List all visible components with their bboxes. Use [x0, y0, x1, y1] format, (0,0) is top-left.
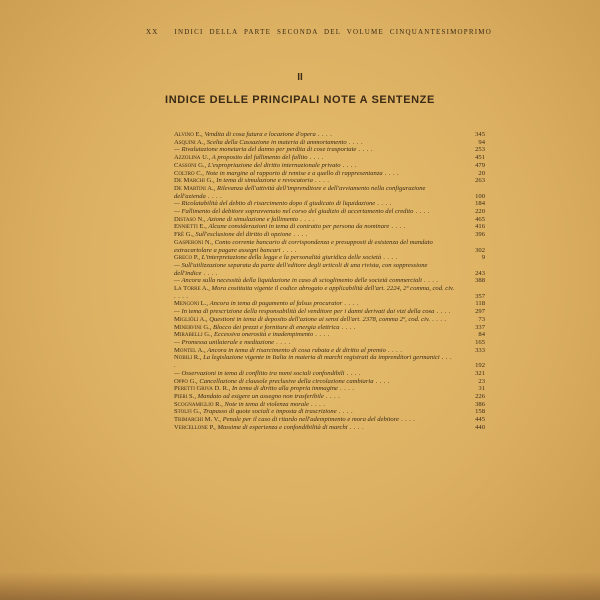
entry-text: [174, 200, 456, 208]
entry-page-number: 396: [475, 231, 485, 239]
leader-dots: . . . .: [430, 315, 447, 323]
entry-title: L'espropriazione del diritto internazionale privato: [207, 161, 341, 169]
entry-page-number: 337: [475, 323, 485, 331]
entry-author: Distaso N.,: [174, 215, 206, 223]
entry-author: Pieri S.,: [174, 392, 196, 400]
index-entry: [174, 323, 485, 332]
entry-title: Massime di esperienza e confondibilità di marchi: [217, 423, 348, 431]
entry-page-number: 226: [475, 392, 485, 400]
entry-text: [174, 401, 456, 409]
index-entry: [174, 254, 485, 262]
index-entry: [174, 161, 485, 170]
leader-dots: . . . .: [307, 154, 324, 162]
entry-page-number: 9: [481, 254, 485, 262]
entry-author: Nobili R.,: [174, 354, 202, 362]
entry-title: Alcune considerazioni in tema di contratto per persona da nominare: [208, 223, 390, 231]
leader-dots: . . . .: [373, 377, 390, 385]
index-entry: [174, 261, 485, 277]
entry-text: [174, 347, 456, 355]
entry-text: [174, 378, 456, 386]
entry-author: Greco P.,: [174, 254, 200, 262]
entry-page-number: 23: [478, 377, 485, 385]
leader-dots: . . . .: [398, 416, 416, 424]
index-entry: [174, 154, 485, 162]
entry-text: [174, 308, 456, 316]
entry-page-number: 302: [475, 246, 485, 254]
entry-author: Montel A.,: [174, 346, 206, 354]
entry-title: Conto corrente bancario di corrispondenza e presupposti di esistenza del mandato extracartolare a pagare assegni bancari: [174, 238, 433, 254]
entry-title: — Promessa unilaterale e mediazione: [174, 338, 275, 346]
entry-text: [174, 339, 456, 347]
entry-title: A proposito del fallimento del fallito: [211, 154, 308, 162]
entry-text: [174, 131, 456, 139]
index-entry: [174, 369, 485, 378]
entry-page-number: 479: [475, 161, 485, 169]
leader-dots: . . . .: [381, 254, 398, 262]
entry-author: La Torre A.,: [174, 285, 210, 293]
leader-dots: . . . .: [315, 131, 333, 138]
entry-text: [174, 216, 456, 224]
entry-title: — Ricolatabilità del debito di risarcimento dopo il giudicato di liquidazione: [174, 200, 376, 208]
entry-author: Oppo G.,: [174, 377, 198, 385]
leader-dots: . . . .: [280, 246, 297, 254]
entry-title: Azione di simulazione e fallimento: [207, 215, 299, 223]
index-entry: [174, 408, 485, 416]
leader-dots: . . . .: [434, 308, 451, 316]
entry-title: Eccessiva onerosità e inadempimento: [214, 331, 314, 339]
entry-text: [174, 231, 456, 239]
entry-text: [174, 254, 456, 262]
entry-text: [174, 170, 456, 178]
entry-author: Scognamiglio R.,: [174, 400, 223, 408]
entry-author: Azzolina U.,: [174, 154, 211, 162]
entry-author: Cassoni G.,: [174, 161, 207, 169]
index-entry: [174, 392, 485, 401]
entry-title: — Ancora sulla necessità della liquidazione in caso di scioglimento delle società commerciali: [174, 277, 422, 285]
leader-dots: . . . .: [389, 223, 406, 231]
entry-text: [174, 285, 456, 300]
entry-page-number: 386: [475, 400, 485, 408]
leader-dots: . . . .: [174, 292, 189, 300]
entry-title: Note in margine al rapporto di remise e a quello di rappresentanza: [205, 169, 383, 177]
entry-author: Mirabelli G.,: [174, 331, 213, 339]
leader-dots: . . . .: [346, 138, 364, 146]
entry-text: [174, 223, 456, 231]
entry-author: Vercellone P.,: [174, 423, 216, 431]
entry-text: [174, 154, 456, 162]
leader-dots: . . . .: [274, 338, 291, 346]
index-entry: [174, 200, 485, 208]
index-entry: [174, 385, 485, 393]
entry-page-number: 73: [478, 315, 485, 323]
entry-title: In tema di diritto alla propria immagine: [231, 385, 338, 393]
entry-text: [174, 424, 456, 432]
entry-title: — Osservazioni in tema di conflitto tra nomi sociali confondibili: [174, 369, 345, 377]
entry-text: [174, 300, 456, 308]
leader-dots: . . . .: [342, 300, 359, 308]
entry-page-number: 388: [475, 277, 485, 285]
entry-text: [174, 324, 456, 332]
entry-page-number: 253: [475, 146, 485, 154]
index-entry: [174, 377, 485, 386]
index-entry: [174, 300, 485, 308]
leader-dots: . . . .: [298, 215, 315, 223]
entry-title: Mora costituita vigente il codice abrogato e applicabilità dell'art. 2224, 2º comma, cod. civ.: [211, 285, 455, 293]
entry-page-number: 20: [478, 169, 485, 177]
entry-page-number: 263: [475, 177, 485, 185]
entry-title: Note in tema di violenza morale: [224, 400, 309, 408]
running-head-title: INDICI DELLA PARTE SECONDA DEL VOLUME CINQUANTESIMOPRIMO: [174, 28, 492, 36]
index-entry: [174, 231, 485, 239]
leader-dots: . . . .: [356, 146, 373, 154]
entry-text: [174, 162, 456, 170]
entry-text: [174, 262, 456, 277]
entry-title: — Sull'utilizzazione separata da parte dell'editore degli articoli di una rivista, con soppressione dell'indice: [174, 261, 428, 277]
index-entry: [174, 354, 485, 370]
entry-author: De Marchi G.,: [174, 177, 215, 185]
entry-text: [174, 416, 456, 424]
entry-title: Mandato ad esigere un assegno non trasferibile: [197, 392, 324, 400]
entry-title: Sull'esclusione del diritto di opzione: [195, 231, 292, 239]
entry-page-number: 445: [475, 416, 485, 424]
entry-text: [174, 239, 456, 254]
index-entries: [174, 131, 485, 431]
entry-page-number: 158: [475, 408, 485, 416]
leader-dots: . . . .: [336, 408, 354, 416]
leader-dots: . . . .: [201, 269, 218, 277]
running-head: [146, 28, 492, 36]
index-entry: [174, 285, 485, 300]
index-entry: [174, 346, 485, 355]
entry-author: Alvino E.,: [174, 131, 203, 138]
entry-page-number: 297: [475, 308, 485, 316]
index-entry: [174, 146, 485, 154]
entry-page-number: 84: [478, 331, 485, 339]
entry-title: Penale per il caso di ritardo nell'adempimento e mora del debitore: [222, 416, 399, 424]
entry-page-number: 243: [475, 269, 485, 277]
leader-dots: . . . .: [375, 200, 392, 208]
leader-dots: . . . .: [337, 385, 355, 393]
entry-title: Vendita di cosa futura e locazione d'opera: [204, 131, 316, 138]
entry-text: [174, 331, 456, 339]
index-entry: [174, 331, 485, 339]
entry-title: Rilevanza dell'attività dell'imprenditore e dell'avviamento nella configurazione dell'azienda: [174, 184, 426, 200]
index-entry: [174, 177, 485, 185]
leader-dots: . . . .: [205, 192, 223, 200]
entry-page-number: 100: [475, 192, 485, 200]
entry-title: — Rivalutazione monetaria del danno per perdita di cose trasportate: [174, 146, 357, 154]
index-entry: [174, 184, 485, 200]
entry-author: Ennietti E.,: [174, 223, 207, 231]
entry-author: Frè G.,: [174, 231, 194, 239]
entry-author: Migliöli A.,: [174, 315, 208, 323]
entry-author: Gasperoni N.,: [174, 238, 213, 246]
leader-dots: . . . .: [413, 208, 430, 216]
section-title: INDICE DELLE PRINCIPALI NOTE A SENTENZE: [165, 94, 435, 106]
entry-author: Coltro C.,: [174, 169, 204, 177]
entry-title: Scelta della Cassazione in materia di ammortamento: [206, 138, 347, 146]
entry-author: Stolfi G.,: [174, 408, 202, 416]
entry-text: [174, 370, 456, 378]
leader-dots: . . . .: [421, 277, 439, 285]
entry-title: Questioni in tema di deposito dell'azione ai sensi dell'art. 2378, comma 2º, cod. civ.: [209, 315, 431, 323]
index-entry: [174, 238, 485, 254]
entry-page-number: 357: [475, 292, 485, 300]
leader-dots: . . . .: [312, 177, 330, 185]
entry-author: Trimarchi M. V.,: [174, 416, 221, 424]
leader-dots: . . . .: [313, 331, 330, 339]
entry-text: [174, 408, 456, 416]
index-entry: [174, 277, 485, 285]
leader-dots: . . . .: [347, 423, 365, 431]
entry-page-number: 465: [475, 215, 485, 223]
entry-text: [174, 385, 456, 393]
entry-page-number: 165: [475, 338, 485, 346]
entry-author: De Martini A.,: [174, 184, 216, 192]
index-entry: [174, 208, 485, 216]
entry-page-number: 31: [478, 385, 485, 393]
entry-author: Peretti Griva D. R.,: [174, 385, 231, 393]
section-number: II: [297, 72, 303, 83]
leader-dots: . . . .: [308, 400, 326, 408]
entry-title: Blocco dei prezzi e forniture di energia elettrica: [213, 323, 340, 331]
leader-dots: . . . .: [291, 231, 308, 239]
entry-page-number: 220: [475, 208, 485, 216]
entry-text: [174, 177, 456, 185]
index-entry: [174, 169, 485, 178]
entry-page-number: 321: [475, 369, 485, 377]
entry-author: Mengoni L.,: [174, 300, 208, 308]
index-entry: [174, 215, 485, 224]
entry-page-number: 451: [475, 154, 485, 162]
entry-text: [174, 393, 456, 401]
entry-text: [174, 139, 456, 147]
leader-dots: . . . .: [340, 161, 357, 169]
running-head-page-number: XX: [146, 28, 159, 36]
entry-title: Trapasso di quote sociali e imposta di trascrizione: [203, 408, 337, 416]
entry-page-number: 440: [475, 423, 485, 431]
entry-title: L'interpretazione della legge e la personalità giuridica delle società: [201, 254, 382, 262]
leader-dots: . . . .: [339, 323, 356, 331]
entry-text: [174, 185, 456, 200]
entry-text: [174, 354, 456, 369]
entry-title: Ancora in tema di risarcimento di cosa rubata e di diritto al premio: [207, 346, 386, 354]
entry-page-number: 192: [475, 362, 485, 370]
entry-text: [174, 146, 456, 154]
entry-page-number: 333: [475, 346, 485, 354]
index-entry: [174, 338, 485, 347]
leader-dots: . . . .: [344, 369, 361, 377]
index-entry: [174, 138, 485, 147]
entry-text: [174, 208, 456, 216]
index-entry: [174, 223, 485, 231]
leader-dots: . . . .: [385, 346, 403, 354]
entry-page-number: 118: [475, 300, 485, 308]
entry-page-number: 416: [475, 223, 485, 231]
index-entry: [174, 308, 485, 316]
entry-author: Asquini A.,: [174, 138, 206, 146]
leader-dots: . . . .: [323, 392, 341, 400]
entry-text: [174, 316, 456, 324]
entry-author: Minervini G.,: [174, 323, 212, 331]
entry-page-number: 184: [475, 200, 485, 208]
entry-title: Cancellazione di clausole preclusive della circolazione cambiaria: [199, 377, 374, 385]
entry-title: — Fallimento del debitore sopravvenuto nel corso del giudizio di accertamento del credito: [174, 208, 414, 216]
entry-title: In tema di simulazione e revocatoria: [216, 177, 313, 185]
entry-title: La legislazione vigente in Italia in materia di marchi registrati da imprenditori germanici: [203, 354, 440, 362]
entry-title: — In tema di prescrizione della responsabilità del venditore per i danni derivati dai vizi della cosa: [174, 308, 435, 316]
index-entry: [174, 400, 485, 409]
entry-page-number: 345: [475, 131, 485, 138]
entry-text: [174, 277, 456, 285]
entry-title: Ancora in tema di pagamento al falsus procurator: [209, 300, 343, 308]
entry-page-number: 94: [478, 138, 485, 146]
index-entry: [174, 315, 485, 324]
leader-dots: . . . .: [174, 354, 453, 370]
leader-dots: . . . .: [382, 169, 400, 177]
index-entry: [174, 416, 485, 424]
index-entry: [174, 131, 485, 139]
index-entry: [174, 423, 485, 432]
